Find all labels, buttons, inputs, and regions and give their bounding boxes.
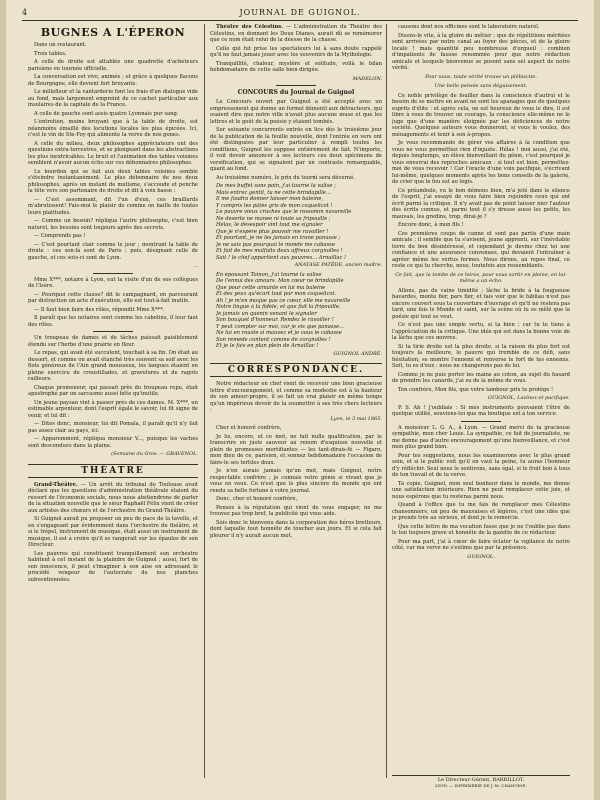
separator — [276, 85, 316, 86]
paragraph: Ton confrère, Mon fils, que votre tambour prix te protège ! — [398, 386, 554, 393]
paragraph: — C'est pourtant clair comme le jour ; montrant la table de droite : ces son-là sont de Paris ; puis, désignant celle de gauche, et ces sots-ci sont de Lyon. — [28, 241, 198, 261]
verse-line: Et fait de mes malfaits deux affreux corgnolles ! — [216, 248, 343, 254]
verse-line: Son reméde content comme de corgnolles ! — [216, 336, 331, 343]
verse-line: Ah ! je m'en moque pas ce cœur, elle me navareille — [216, 297, 351, 304]
signature: GUIGNOL. — [467, 553, 495, 560]
paragraph: Que cette lettre de ma vocation fasse que je ne t'oublie pas dans le ton toujours grave et honnête de la gazette de ce rédacteur. — [392, 523, 570, 536]
verse-line: Et des yeux qu'écart tout par mon coquelicot. — [216, 291, 337, 297]
paragraph: A celle de gauche sont assis quatre Lyonnais pur sang. — [34, 110, 179, 117]
separator — [93, 273, 133, 274]
verse-line: De l'ennui des amours. Mon cœur ne brindapille — [216, 278, 344, 284]
paragraph: — Comprends pas ! — [34, 233, 86, 239]
paragraph: Ce préambule, vu le bon démons bien, m'a jeté dans le silence de l'esprit, j'ai essayé de vous faire bien rejoindre ceux qui ont écrit parmi la critique. Il n'y avait pas de point laisser nier l'auteur des écrits connus, et parmi tout il s'y dresse aussi les petits, les mauvais, les gredins, trop, dirai-je ? — [392, 187, 570, 220]
poem-2 — [216, 272, 382, 350]
quote: Une belle pensée sans déguisement. — [434, 83, 528, 89]
page-number: 4 — [22, 8, 28, 17]
paragraph: A celle du milieu, deux philosophes appréciateurs ont des questions extra-terrestres, et se plongeant dans les abstractions les plus inextricables. Le bruit et l'animation des tables voisines semblent n'avoir aucun écho sur ces débonnaires philosophes. — [28, 140, 198, 166]
printer-credit: LYON. — IMPRIMERIE DE J.-M. CHANOINE. — [435, 783, 527, 788]
verse-line: De mes buffet sans pain, j'ai tourné la valise ; — [216, 183, 336, 189]
paragraph: Les pauvres qui constituent tranquillement son orchestre habitent à cet instant de la plaindre de Guignol ; aussi, fort de son innocence, il peut s'imaginer à son aise en adressant le procédé vengeur de l'autocrate de nos planches subventionnées. — [28, 550, 198, 583]
letter-date: Lyon, le 3 mai 1865. — [330, 415, 382, 422]
paragraph: Pensez à la réputation qui vient de vous engager, ne me trouvez pas trop bref, la publicité qui vous aide. — [210, 504, 382, 517]
paragraph: Notre rédacteur en chef vient de recevoir une bien gracieuse lettre d'encouragement, et comme sa modestie est à la hauteur de son amour-propre, il se fait un vrai plaisir en même temps qu'un impérieux devoir de la soumettre à ses très chers lecteurs : — [210, 381, 382, 413]
theatre-heading: Grand-Théâtre. — [34, 481, 78, 488]
paragraph: Ta copie, Guignol, mon seul bonheur dans le monde, me donne une satisfaction intérieure. Rien ne peut remplacer cette joie, et nous espérons que tu resteras parmi nous. — [392, 480, 570, 500]
paragraph: Comme je ne puis porter les mains au coton, au sujet du hasard de prendre les canards, j'ai su de la même de vous. — [392, 371, 570, 384]
verse-line: Que je n'espère plus pouvoir me ravoiller ! — [216, 228, 329, 235]
paragraph: Si ta tirie droite est la plus droite, si la raison du plus fort est toujours la meilleure, le pauvre qui tremble de ce défi, sans hésitation, se montre l'ennemi et renverse le fort de tes ennemis. Soit, tu es d'eux : nous ne changerons pas de loi. — [392, 343, 570, 369]
article-title: BUGNES A L'ÉPERON — [40, 26, 186, 39]
column-1 — [28, 24, 198, 778]
paragraph: — Dites donc, monsieur, toi dit Pomala, il paraît qu'il n'y fait pas assez clair au pays, ici. — [28, 421, 198, 434]
paragraph: Ce n'est pas une simple vertu, si ta bien ; car tu te tiens à l'appréciation de la critique. Une idée qui est dans la bonne voie de la lâche que ces œuvres. — [392, 322, 570, 341]
paragraph: — Comme un besoin? répliqua l'autre philosophe, c'est bien naturel, les besoins sont toujours après des secrets. — [28, 218, 198, 231]
paragraph: Ces premières coups de canne et sont pas partis d'une main amicale ; il semble que tu s'avisent, jeune apprenti, sur l'inévitable terre du bon désintéressé, et cependant je devins chez toi une confiance et une assurance convenues, qui devaient l'entraîner à agréer même les vertus fermes. Nous dirons, au repos final, ce reste ce qui tu cherche, nous, toutefois aux ressemblants. — [392, 230, 570, 269]
paragraph: Au troisième numéro, le prix du tourni sera décerné. — [216, 174, 355, 181]
paragraph: — C'est assommant, dit l'un d'eux, ces braillards m'abrutissent! Fais-moi le plaisir de comme on baille de toutes leurs platitudes. — [28, 196, 198, 216]
verse-line: Le pauvre vieux cruches que le rossomm navareille — [216, 209, 352, 215]
poem-1 — [216, 183, 382, 261]
paragraph: Sois donc le bienvenu dans la corporation des héros bretteurs, dont laquelle tout honnête de toucher aux jours. Et si cela fait pleurer il n'y aurait aucun mot. — [210, 519, 382, 539]
paragraph: Pour ma part, j'ai à cœur de faire éclater ta vigilance de notre côté, car ma verve ne s'estime que par ta présence. — [392, 538, 570, 551]
verse-line: Ne lui en rouste si mauvez et je vous le cabasse — [216, 330, 342, 336]
separator — [461, 421, 501, 422]
paragraph: Sur soixante concurrents entrés en lice dès le troisième jour de la publication de la feuille nouvelle, dont l'entrée en vers ont été distinguées par leur particulier à rempli toutes les conditions, Guignol les suppose entièrement de fait. N'importe, il voit devoir annoncer à ses lecteurs ces deux spécimens de versification, qui se signalent par un contraste remarquable, quant au fond. — [210, 127, 382, 172]
verse-line: Et pourtant, je ne les jamais en trane panasse ; — [216, 235, 341, 241]
paragraph: Il paraît que les notaires sont comme les cabotins, il leur faut des rôles. — [28, 315, 198, 328]
paragraph: Quand à l'office que tu me fais de remplacer mes Célestins chansonniers, un peu de mauvaises et légères, c'est une idée que je prends très au sérieux, et dont je te remercie. — [392, 502, 570, 521]
masthead-title: JOURNAL DE GUIGNOL. — [239, 8, 361, 17]
column-2 — [210, 24, 382, 778]
paragraph: Un troupeau de dames et de tâches paissait paisiblement étendu sur l'herbe d'une prairie en fleur. — [28, 335, 198, 348]
paragraph: Je lis, encore, et ce mot, ne fait nulle qualification, par le transcrire en juste sauveur au renom d'esquisse nouvelle et plein de promesses mortifiantes — les tant-dirais-fé — Figaro, mon dieu de ce, parisien, et sonnez hebdomadaire l'occasion de faire-le ses tertiles doux. — [210, 433, 382, 466]
page-footer — [392, 775, 570, 788]
separator — [93, 331, 133, 332]
paragraph: Trois tables. — [34, 50, 67, 57]
verse-line: Sait ! le chef appartient aux pauvres... Arnaillac ! — [216, 254, 347, 261]
paragraph: L'entretien, moins bruyant que à la table de droite, est néanmoins émaillé des locutions locales les plus épicées. Ici, c'est le vin de Ste-Foy qui alimente la verve de nos gones. — [28, 119, 198, 138]
paragraph-text: — Un arrêt du tribunal de Toulouse avait déclaré que les questions d'administration théâtrale étaient du ressort de l'économie sociale, nous nous abstiendrons de parler de la situation nouvelle que le sieur Raphaël Félix vient de créer aux artistes des chœurs et de l'orchestre du Grand-Théâtre. — [28, 481, 198, 514]
quote: Pour nous, toute vérité trouve un plébiscite. — [425, 73, 537, 80]
verse-line: Et je le fais en plan plein de Arnaillac ! — [216, 343, 319, 349]
verse-line: Que pour cette aimante en lui ma baleine — [216, 284, 326, 291]
signature: (Semaine du Gros. — GRAVENOL. — [111, 451, 198, 457]
signature: ... — [193, 263, 198, 269]
paragraph — [210, 24, 382, 44]
signature: GUIGNOL ANDRÉ. — [333, 350, 382, 357]
paragraph: Le repas, qui avait été succulent, touchait à sa fin. On était au dessert, et comme on avait étanché très souvent sa soif avec les flots généreux de l'Ain grand mousseux, les langues étaient en pleine exercice de croustillades, et gravelures et de ragots railleurs. — [28, 350, 198, 382]
verse-line: Y peut compter sur moi, car je vis que panasse... — [216, 323, 345, 330]
signature: ANATASE PATÊDE, ancien maître. — [294, 262, 382, 268]
paragraph: P. S. Ah ! j'oubliais : Si mes instruments pouvaient t'être de quelque utilité, souviens-toi que ma boutique est à ton service. — [392, 404, 570, 417]
paragraph: Mme X***, notaire à Lyon, eut la visite d'un de ses collègues de l'Isère. — [28, 276, 198, 289]
letter-salutation: Cher et honoré confrère, — [216, 425, 282, 431]
paragraph: A monsieur L. G. A., à Lyon. — Grand merci de ta gracieuse sympathie, mon cher Louis. La sympathie, ce fait de journaliste, ne me donne pas d'autre encouragement qu'une bienveillance, et c'est mon plus grand bien. — [392, 424, 570, 450]
concours-title: CONCOURS du Journal de Guignol — [237, 89, 355, 96]
paragraph: Ce noble privilège de fouiller dans la conscience d'autrui et le besoin de se mettre en avant ne sont les apanages que de quelques esprits d'élite : et après cela, on est heureux de vous le dire, il est libre à vous de trouver un courage, la conscience elle-même ne le juge que d'une manière éloignée par les déficiences de notre société. Quelques auteurs vous donneront, si vous le voulez, des ménagements et tenir à son à-propos. — [392, 92, 570, 138]
verse-line: Il me faudra donner laisser mon baleine, — [216, 196, 324, 202]
paragraph: A celle de droite est attablée une quadrette d'acheteurs parisiens en tournée officielle. — [28, 59, 198, 72]
article-body — [28, 42, 198, 261]
quote: Ce fait, que la tombe de ce héros, pour vous sortir en pleine, en lui-même a un écho. — [395, 271, 567, 284]
page-header — [22, 6, 578, 21]
paragraph: La conversation est vive, animée ; et grâce à quelques flacons de Bourgogne, elle devient fort bruyante. — [28, 74, 198, 87]
signature: GUIGNOL, Lavinox et pacifique. — [488, 395, 570, 401]
column-3 — [392, 24, 570, 766]
paragraph — [28, 482, 198, 515]
signature: MADELON. — [352, 75, 382, 82]
paragraph: causons dont nos officines sont le laboratoire naturel. — [398, 24, 540, 30]
verse-line: Y compris les pâtés gris de mon coquelicot ! — [216, 202, 333, 209]
paragraph: Celle qui fut prise les spectateurs lui à sans doute rappelé qu'il ne faut jamais jouer avec les souvenirs de la Mythologie. — [210, 45, 382, 58]
section-title-correspondance: CORRESPONDANCE. — [210, 363, 382, 377]
column-rule — [386, 24, 387, 778]
paragraph: Donc, cher et honoré confrère, — [216, 496, 298, 502]
paragraph: Allons, pas de vaine timidité ; lâche la bride à ta fougueuse bavardes, monte fier, pars fier, et fais voir que le fabliau n'est pas encore couvert sous ta couverture d'ouvrage et qu'il ne restera pas tard, une fois le Monde et saint, sur la scène où tu es mêlé que la poésie qui tout se veut. — [392, 287, 570, 320]
celestins-heading: Théâtre des Célestins. — [216, 24, 284, 30]
paragraph: Un jeune paysan vint à passer près de ces dames. M. X***, un estimable arpenteur, dont l'esprit égale le savoir, lui fit signe de venir, et lui dit : — [28, 399, 198, 419]
verse-line: Hélas, le désespoir vint tout me signaler — [216, 222, 323, 228]
paragraph: Le bourdon qui se fait aux deux tables voisines semble s'éteindre instantanément. Le plus débonnaire de nos deux philosophes, après un instant de mutisme, s'accoude et penche la tête vers son partenaire de droite et dit à voix basse : — [28, 168, 198, 194]
column-rule — [204, 24, 205, 778]
verse-line: Mais entrez gentil, tu ne cette brindapille... — [216, 189, 331, 196]
paragraph: Pour tes suggestions, nous les examinerons avec le plus grand soin, et si le public voit qu'il en vaut la peine, tu auras l'honneur d'y réfléchir. Seul nous le sentirons, sans égal, si le fruit bon à tous de ton travail et de ta verve. — [392, 452, 570, 478]
director-credit: Le Directeur-Gérant, BARRILLOT. — [437, 777, 525, 783]
verse-line: Je jamais un quenin venant le signaler — [216, 310, 317, 317]
paragraph: Je n'en aurais jamais qu'un mot, mais Guignol, notre respectable confrère ; je connais votre génie si vivant que je vous en veux. Ce n'est que le plus sincère du monde qui ont rendu sa belle fortune à votre journal. — [210, 468, 382, 494]
paragraph: — Apparemment, répliqua monsieur V..., puisque les vaches sont descendues dans la plaine. — [28, 436, 198, 449]
left-spine — [0, 0, 6, 800]
right-spine — [594, 0, 600, 800]
verse-line: Ne deserte ne manee ni toute sa fripouille ; — [216, 215, 331, 222]
paragraph: Chaque promeneur, qui passait près du troupeau repu, était apostrophé par un sarcasme aussi bête qu'inutile. — [28, 384, 198, 397]
paragraph: Encore donc, à mon fils ! — [398, 222, 464, 228]
paragraph: Je vous recommande de gérer vos affaires à la condition que vous ne vous permettiez rien d'injuste. Hélas ! moi aussi, j'ai été, depuis longtemps, un élève bienveillant du génie, c'est pourquoi je vous enverrai des reproches amicaux : si tout est bien, permettez-moi de vous recevoir ! Car l'oracle d'une voix pacifique, s'écrivant lui-même, quelques moments après les bons conseils de la galerie, de crier que le feu est au logis. — [392, 140, 570, 185]
paragraph: — Il faut bien faire des rôles, répondit Mme X***. — [34, 306, 165, 313]
verse-line: En épousant Toinon, j'ai tourné la valise — [216, 271, 322, 278]
paragraph: Disons-le vite, à la gloire du métier : que de répétitions méritées sont arrivées par notre canal au foyer des pièces, et de la gloire locale ! mais quantité peu nombreuse d'orgueil : combien d'impatients de fausse renommée pour que notre rédaction amicale et lesquels bienvenue se posent sans sel aspect de notre vérité. — [392, 32, 570, 71]
paragraph: Le Concours ouvert par Guignol a été accepté avec un empressement qui donne un formel démenti aux détracteurs, qui osaient dire que notre ville n'avait plus aucune muse et que les lettres et le goût de la poésie y étaient tombés. — [210, 99, 382, 125]
verse-line: Son bouquet d'honneur. Rendez le ravoiller ! — [216, 317, 334, 323]
verse-line: Je ne sais pas pourquoi le monde me cabasse — [216, 241, 335, 248]
paragraph: Dans un restaurant. — [34, 42, 87, 48]
paragraph: Si Guignol aurait pu proposer un peu de pace de la tavelle, et en s'engageant par évidemment dans l'orchestre du théâtre, et si le trépel, instrument de musique, était aussi un instrument de musique, il est à croire qu'il se rangerait sur les épaules de son Directeur. — [28, 516, 198, 548]
paragraph-text: — L'administration du Théâtre des Célestins, en donnant les Deux Dianes, aurait dû se remémorer que ce nom était celui de la déesse de la chasse. — [210, 24, 382, 43]
paragraph: Tranquillité, chaleur, mystère et solitude, voilà le bilan hebdomadaire de cette salle bien dirigée. — [210, 60, 382, 73]
verse-line: Notre lingue à la fidèle, et que fait la fripouille. — [216, 304, 341, 310]
section-title-theatre: THÉATRE — [28, 464, 198, 478]
paragraph: Le millefleur et la vantarderie font les frais d'un dialogue vide au fond, mais largement empreint de ce cachet particulier aux insulaires de la capitale de la France. — [28, 89, 198, 108]
paragraph: — Pourquoi cette clause? dit le campagnard, en parcourant par distraction un acte d'exécution, elle est tout-à-fait inutile. — [28, 291, 198, 304]
